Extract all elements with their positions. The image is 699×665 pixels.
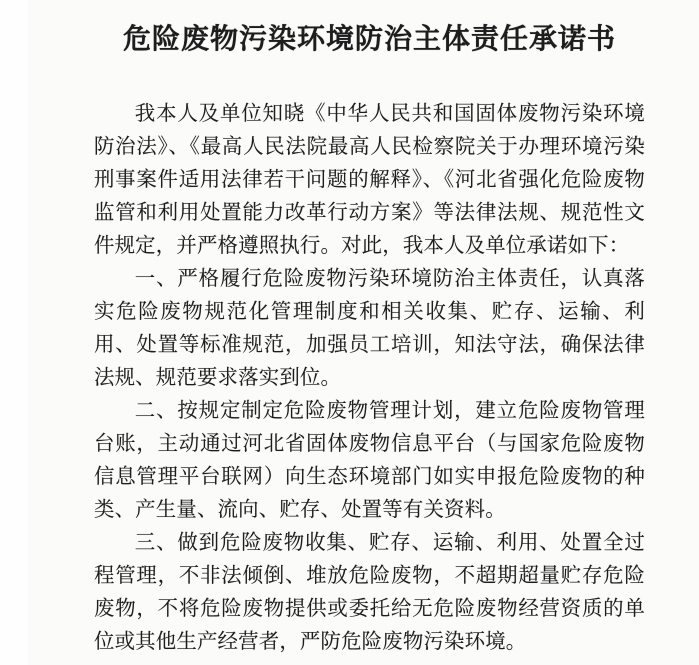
paragraph-commitment-3: 三、做到危险废物收集、贮存、运输、利用、处置全过程管理，不非法倾倒、堆放危险废物，不超期超量贮存危险废物，不将危险废物提供或委托给无危险废物经营资质的单位或其他生产经营者，严防危险废物污染环境。 <box>94 532 645 653</box>
paragraph-commitment-1: 一、严格履行危险废物污染环境防治主体责任，认真落实危险废物规范化管理制度和相关收集、贮存、运输、利用、处置等标准规范，加强员工培训，知法守法，确保法律法规、规范要求落实到位。 <box>94 268 645 389</box>
document-body <box>94 98 645 659</box>
paragraph-intro: 我本人及单位知晓《中华人民共和国固体废物污染环境防治法》、《最高人民法院最高人民检察院关于办理环境污染刑事案件适用法律若干问题的解释》、《河北省强化危险废物监管和利用处置能力改革行动方案》等法律法规、规范性文件规定，并严格遵照执行。对此，我本人及单位承诺如下： <box>94 103 645 257</box>
document-title: 危险废物污染环境防治主体责任承诺书 <box>122 24 616 55</box>
scan-edge-artifact <box>0 0 28 665</box>
paragraph-commitment-2: 二、按规定制定危险废物管理计划，建立危险废物管理台账，主动通过河北省固体废物信息平台（与国家危险废物信息管理平台联网）向生态环境部门如实申报危险废物的种类、产生量、流向、贮存、处置等有关资料。 <box>94 400 645 521</box>
